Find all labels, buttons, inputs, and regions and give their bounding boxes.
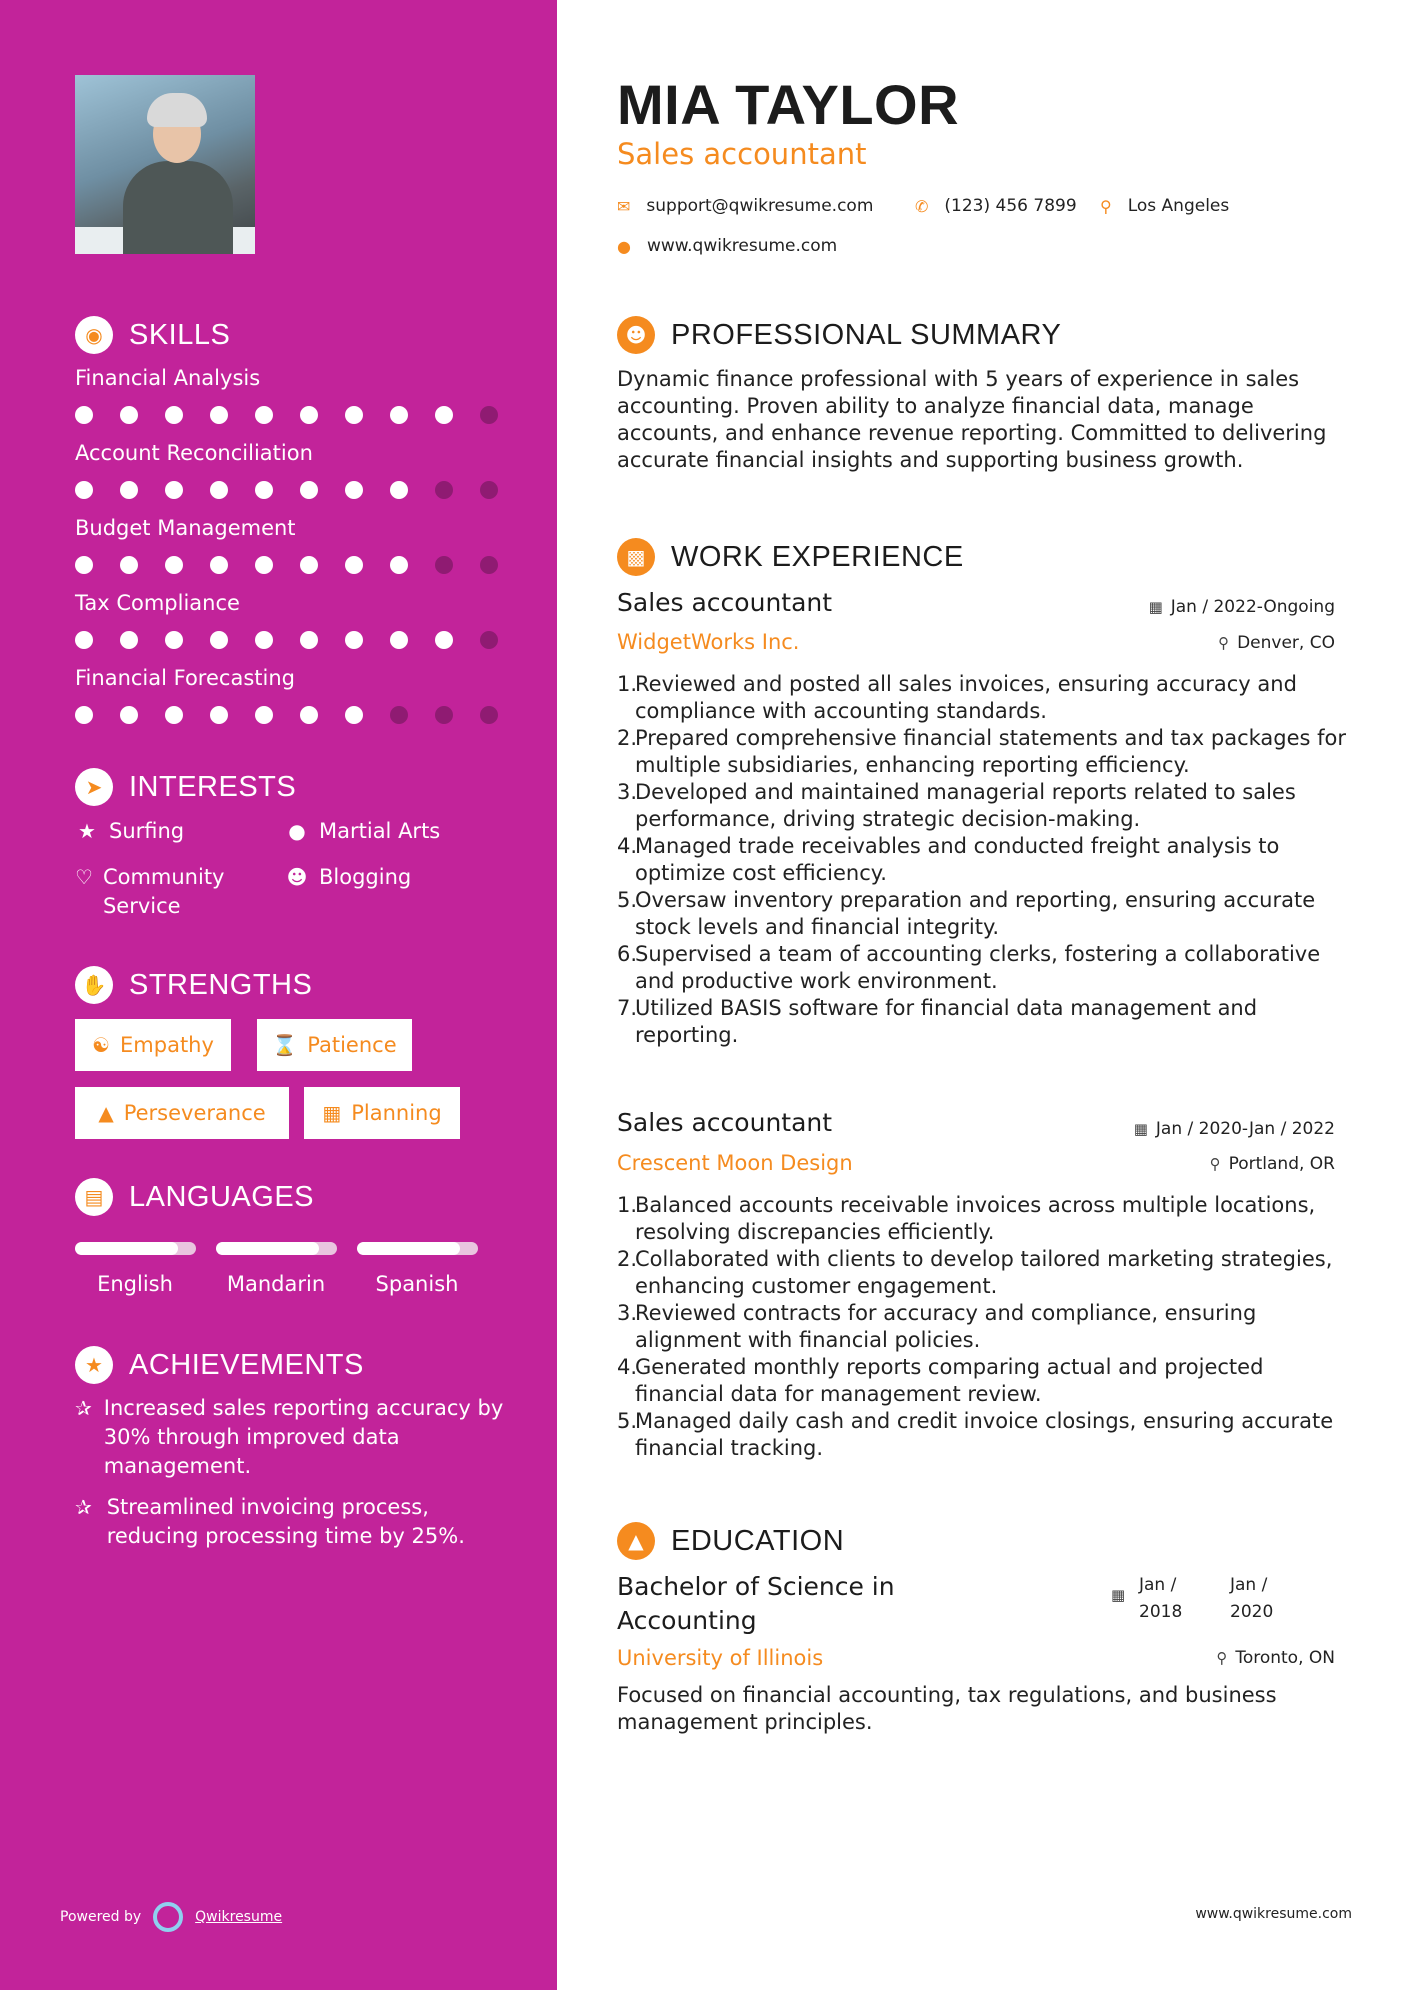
calendar-icon: ▦ <box>1133 1120 1148 1138</box>
calendar-icon: ▦ <box>322 1101 342 1125</box>
rating-dot <box>210 706 228 724</box>
achievements-title: ACHIEVEMENTS <box>129 1348 364 1381</box>
rating-dot <box>345 706 363 724</box>
duty-item <box>617 725 1347 779</box>
achievement-text: Streamlined invoicing process, reducing processing time by 25%. <box>106 1495 465 1548</box>
globe-icon: ● <box>617 236 631 256</box>
duty-item <box>617 671 1347 725</box>
degree-title: Bachelor of Science in Accounting <box>617 1572 895 1635</box>
qwikresume-link[interactable]: Qwikresume <box>195 1909 283 1925</box>
calendar-icon: ▦ <box>1111 1586 1126 1604</box>
interest-label: Surfing <box>109 819 185 843</box>
language-name: English <box>97 1272 173 1296</box>
interest-label: Martial Arts <box>319 819 441 843</box>
rating-dot <box>120 406 138 424</box>
education-description: Focused on financial accounting, tax regulations, and business management principles. <box>617 1683 1277 1734</box>
qwikresume-logo-icon <box>153 1902 183 1932</box>
duty-item <box>617 833 1347 887</box>
email-text: support@qwikresume.com <box>646 196 874 216</box>
rating-dot <box>300 706 318 724</box>
phone-text: (123) 456 7899 <box>944 196 1077 216</box>
duty-text: Developed and maintained managerial reports related to sales performance, driving strategic decision-making. <box>635 780 1296 831</box>
contact-website[interactable] <box>617 236 837 256</box>
rating-dot <box>120 556 138 574</box>
rating-dot <box>255 481 273 499</box>
rating-dot <box>120 631 138 649</box>
duty-text: Managed daily cash and credit invoice closings, ensuring accurate financial tracking. <box>635 1409 1334 1460</box>
language-level-bar <box>75 1242 196 1255</box>
star-badge-icon: ★ <box>75 1346 113 1384</box>
achievement-item <box>75 1493 505 1551</box>
rating-dot <box>120 706 138 724</box>
contact-phone[interactable] <box>915 196 1077 216</box>
duty-text: Utilized BASIS software for financial data management and reporting. <box>635 996 1258 1047</box>
strength-badge <box>304 1087 460 1139</box>
rating-dot <box>255 706 273 724</box>
language-level-fill <box>357 1242 460 1255</box>
hourglass-icon: ⌛ <box>272 1033 298 1057</box>
rating-dot <box>300 481 318 499</box>
website-text: www.qwikresume.com <box>646 236 838 256</box>
graduation-icon: ▲ <box>617 1522 655 1560</box>
duty-item <box>617 1408 1347 1462</box>
rating-dot <box>345 556 363 574</box>
map-pin-icon: ⚲ <box>1100 196 1112 216</box>
rating-dot <box>345 481 363 499</box>
duty-item <box>617 779 1347 833</box>
strength-badge <box>75 1087 289 1139</box>
rating-dot <box>480 706 498 724</box>
duty-item <box>617 995 1347 1049</box>
pushpin-icon: ⚲ <box>1209 1155 1221 1173</box>
rating-dot <box>390 406 408 424</box>
job-title: Sales accountant <box>617 1108 833 1137</box>
rating-dot <box>165 481 183 499</box>
rating-dot <box>210 481 228 499</box>
rating-dot <box>300 406 318 424</box>
rating-dot <box>435 556 453 574</box>
rating-dot <box>255 631 273 649</box>
summary-text: Dynamic finance professional with 5 years of experience in sales accounting. Proven ability to analyze financial data, manage accounts, and enhance revenue reporting. Committed to delivering accurate financial insights and supporting business growth. <box>617 367 1327 472</box>
office-chair-icon: ▩ <box>617 538 655 576</box>
education-start: Jan / 2018 <box>1139 1575 1183 1622</box>
skill-rating <box>75 631 525 649</box>
sidebar <box>0 0 557 1990</box>
rating-dot <box>435 706 453 724</box>
users-icon: ☻ <box>286 865 308 889</box>
rating-dot <box>345 406 363 424</box>
rating-dot <box>390 481 408 499</box>
job-dates <box>1149 597 1335 617</box>
language-name: Mandarin <box>226 1272 326 1296</box>
job-location <box>1218 633 1335 653</box>
road-icon: ▲ <box>98 1101 114 1125</box>
interest-label: Community Service <box>102 865 225 918</box>
profile-photo <box>75 75 255 254</box>
powered-by <box>60 1902 282 1932</box>
rating-dot <box>120 481 138 499</box>
skill-name: Financial Analysis <box>75 366 261 390</box>
rating-dot <box>390 631 408 649</box>
experience-heading <box>617 538 964 576</box>
duty-number: 6. <box>617 942 638 966</box>
duty-text: Balanced accounts receivable invoices across multiple locations, resolving discrepancies efficiently. <box>635 1193 1316 1244</box>
user-icon: ☻ <box>617 316 655 354</box>
summary-heading <box>617 316 1061 354</box>
language-name: Spanish <box>375 1272 459 1296</box>
job-dates-text: Jan / 2020-Jan / 2022 <box>1155 1119 1335 1139</box>
location-text: Los Angeles <box>1127 196 1230 216</box>
skill-name: Tax Compliance <box>75 591 240 615</box>
envelope-icon: ✉ <box>617 196 631 216</box>
duty-text: Prepared comprehensive financial statements and tax packages for multiple subsidiaries, enhancing reporting efficiency. <box>635 726 1347 777</box>
job-location-text: Denver, CO <box>1237 633 1335 653</box>
strength-badge <box>257 1019 412 1071</box>
pushpin-icon: ⚲ <box>1218 634 1230 652</box>
footer-url[interactable]: www.qwikresume.com <box>1195 1906 1352 1922</box>
duty-item <box>617 1354 1347 1408</box>
duty-text: Oversaw inventory preparation and reporting, ensuring accurate stock levels and financial integrity. <box>635 888 1316 939</box>
rating-dot <box>75 406 93 424</box>
duty-number: 5. <box>617 888 638 912</box>
strength-label: Perseverance <box>123 1101 266 1125</box>
shooting-star-icon: ✰ <box>75 1495 92 1519</box>
candidate-name: MIA TAYLOR <box>617 73 960 136</box>
calendar-icon: ▦ <box>1148 598 1163 616</box>
skill-rating <box>75 706 525 724</box>
shooting-star-icon: ✰ <box>75 1396 92 1420</box>
rating-dot <box>390 556 408 574</box>
duty-number: 1. <box>617 1193 638 1217</box>
duty-text: Reviewed and posted all sales invoices, ensuring accuracy and compliance with accounting standards. <box>635 672 1297 723</box>
skill-name: Account Reconciliation <box>75 441 313 465</box>
handshake-icon: ☯ <box>92 1033 111 1057</box>
paper-plane-icon: ➤ <box>75 768 113 806</box>
rating-dot <box>480 481 498 499</box>
school-name: University of Illinois <box>617 1646 824 1670</box>
duty-number: 4. <box>617 834 638 858</box>
lightbulb-icon: ◉ <box>75 316 113 354</box>
job-title: Sales accountant <box>617 588 833 617</box>
language-level-fill <box>216 1242 319 1255</box>
job-company: Crescent Moon Design <box>617 1151 853 1175</box>
rating-dot <box>255 556 273 574</box>
duty-item <box>617 941 1347 995</box>
duty-number: 5. <box>617 1409 638 1433</box>
languages-title: LANGUAGES <box>129 1180 314 1213</box>
rating-dot <box>255 406 273 424</box>
education-heading <box>617 1522 844 1560</box>
job-dates-text: Jan / 2022-Ongoing <box>1170 597 1335 617</box>
rating-dot <box>480 406 498 424</box>
achievements-heading <box>75 1346 364 1384</box>
rating-dot <box>480 631 498 649</box>
skill-rating <box>75 406 525 424</box>
rating-dot <box>165 631 183 649</box>
duty-text: Generated monthly reports comparing actual and projected financial data for management review. <box>635 1355 1264 1406</box>
globe-icon: ● <box>288 819 306 843</box>
rating-dot <box>75 706 93 724</box>
rating-dot <box>300 631 318 649</box>
duty-item <box>617 1246 1347 1300</box>
hand-icon: ✋ <box>75 966 113 1004</box>
skill-name: Financial Forecasting <box>75 666 295 690</box>
candidate-role: Sales accountant <box>617 137 867 171</box>
skill-rating <box>75 481 525 499</box>
phone-icon: ✆ <box>915 196 929 216</box>
rating-dot <box>345 631 363 649</box>
duty-number: 4. <box>617 1355 638 1379</box>
duty-text: Supervised a team of accounting clerks, fostering a collaborative and productive work environment. <box>635 942 1321 993</box>
interest-item <box>285 817 440 846</box>
duty-number: 2. <box>617 726 638 750</box>
skills-heading <box>75 316 230 354</box>
skill-name: Budget Management <box>75 516 296 540</box>
duty-item <box>617 1300 1347 1354</box>
job-duties <box>617 671 1347 1049</box>
strength-badge <box>75 1019 231 1071</box>
achievement-text: Increased sales reporting accuracy by 30% through improved data management. <box>103 1396 504 1478</box>
duty-number: 3. <box>617 780 638 804</box>
interest-label: Blogging <box>319 865 412 889</box>
job-dates <box>1134 1119 1335 1139</box>
job-location-text: Portland, OR <box>1228 1154 1335 1174</box>
strengths-heading <box>75 966 312 1004</box>
interests-title: INTERESTS <box>129 770 297 803</box>
rating-dot <box>435 406 453 424</box>
strength-label: Planning <box>351 1101 442 1125</box>
job-location <box>1210 1154 1335 1174</box>
duty-text: Reviewed contracts for accuracy and compliance, ensuring alignment with financial policies. <box>635 1301 1257 1352</box>
rating-dot <box>435 481 453 499</box>
duty-number: 3. <box>617 1301 638 1325</box>
rating-dot <box>210 631 228 649</box>
duty-number: 2. <box>617 1247 638 1271</box>
rating-dot <box>165 706 183 724</box>
duty-item <box>617 1192 1347 1246</box>
language-level-bar <box>216 1242 337 1255</box>
pushpin-icon: ⚲ <box>1216 1649 1228 1667</box>
main-content <box>557 0 1407 1990</box>
skills-title: SKILLS <box>129 318 231 351</box>
languages-heading <box>75 1178 314 1216</box>
education-title: EDUCATION <box>671 1524 845 1557</box>
education-end: Jan / 2020 <box>1230 1575 1274 1622</box>
rating-dot <box>210 406 228 424</box>
powered-by-label: Powered by <box>60 1909 142 1925</box>
job-company: WidgetWorks Inc. <box>617 630 800 654</box>
interest-item <box>75 817 184 846</box>
achievement-item <box>75 1394 505 1481</box>
contact-email[interactable] <box>617 196 873 216</box>
rating-dot <box>165 556 183 574</box>
language-level-bar <box>357 1242 478 1255</box>
language-icon: ▤ <box>75 1178 113 1216</box>
duty-text: Managed trade receivables and conducted freight analysis to optimize cost efficiency. <box>635 834 1280 885</box>
rating-dot <box>390 706 408 724</box>
rating-dot <box>75 481 93 499</box>
contact-location <box>1100 196 1229 216</box>
duty-item <box>617 887 1347 941</box>
duty-text: Collaborated with clients to develop tailored marketing strategies, enhancing customer engagement. <box>635 1247 1333 1298</box>
rating-dot <box>75 631 93 649</box>
interest-item <box>75 863 255 921</box>
job-duties <box>617 1192 1347 1462</box>
duty-number: 7. <box>617 996 638 1020</box>
strengths-title: STRENGTHS <box>129 968 313 1001</box>
rating-dot <box>210 556 228 574</box>
summary-title: PROFESSIONAL SUMMARY <box>671 318 1062 351</box>
interest-item <box>285 863 411 892</box>
rating-dot <box>75 556 93 574</box>
duty-number: 1. <box>617 672 638 696</box>
language-level-fill <box>75 1242 178 1255</box>
skill-rating <box>75 556 525 574</box>
strength-label: Patience <box>307 1033 397 1057</box>
education-location-text: Toronto, ON <box>1235 1648 1335 1668</box>
strength-label: Empathy <box>120 1033 214 1057</box>
education-location <box>1216 1648 1335 1668</box>
rating-dot <box>480 556 498 574</box>
rating-dot <box>165 406 183 424</box>
experience-title: WORK EXPERIENCE <box>671 540 964 573</box>
handshake-icon: ♡ <box>75 865 93 889</box>
interests-heading <box>75 768 296 806</box>
rating-dot <box>435 631 453 649</box>
rating-dot <box>300 556 318 574</box>
star-icon: ★ <box>78 819 96 843</box>
